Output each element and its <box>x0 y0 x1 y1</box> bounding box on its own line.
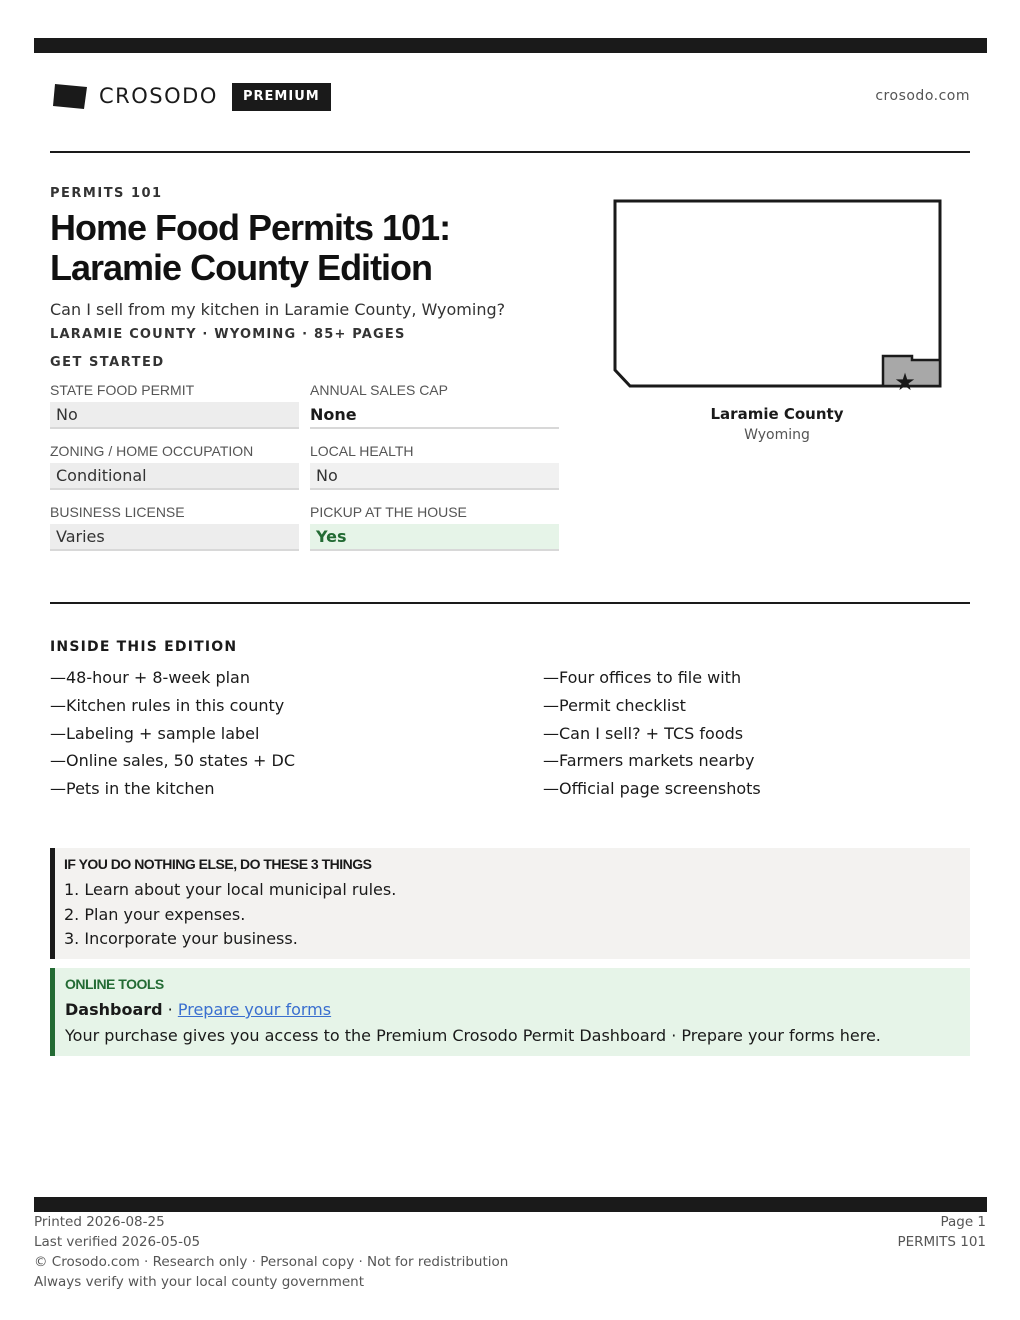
list-item: —Online sales, 50 states + DC <box>50 751 296 771</box>
page-subtitle: Can I sell from my kitchen in Laramie County, Wyoming? <box>50 300 506 319</box>
fact-label: LOCAL HEALTH <box>310 443 414 459</box>
online-tools-title: ONLINE TOOLS <box>65 976 164 992</box>
fact-value: No <box>310 463 559 490</box>
inside-edition-heading: INSIDE THIS EDITION <box>50 639 238 655</box>
copyright-notice: © Crosodo.com · Research only · Personal copy · Not for redistribution <box>34 1254 509 1270</box>
callout-item: 2. Plan your expenses. <box>64 904 246 924</box>
dashboard-label: Dashboard <box>65 1000 163 1019</box>
fact-value: None <box>310 402 559 429</box>
bottom-rule-bar <box>34 1197 987 1212</box>
fact-business-license <box>50 502 299 551</box>
footer-left <box>34 1212 508 1292</box>
header-divider <box>50 151 970 153</box>
list-item: —48-hour + 8-week plan <box>50 668 250 687</box>
three-things-callout <box>50 848 970 959</box>
footer-section: PERMITS 101 <box>897 1234 986 1250</box>
dashboard-line <box>65 1000 331 1019</box>
fact-label: STATE FOOD PERMIT <box>50 382 195 398</box>
fact-label: ANNUAL SALES CAP <box>310 382 448 398</box>
dashboard-description: Your purchase gives you access to the Premium Crosodo Permit Dashboard · Prepare your forms here. <box>65 1026 881 1045</box>
fact-pickup-at-house <box>310 502 559 551</box>
list-item: —Labeling + sample label <box>50 723 260 743</box>
top-rule-bar <box>34 38 987 53</box>
list-item: —Pets in the kitchen <box>50 779 215 799</box>
verified-date: Last verified 2026-05-05 <box>34 1234 201 1250</box>
fact-local-health <box>310 441 559 490</box>
separator: · <box>162 1000 178 1019</box>
fact-label: BUSINESS LICENSE <box>50 504 185 520</box>
fact-label: ZONING / HOME OCCUPATION <box>50 443 254 459</box>
map-county-name: Laramie County <box>710 405 844 423</box>
footer-right <box>897 1212 986 1252</box>
inside-list-left <box>50 664 295 803</box>
premium-badge: PREMIUM <box>232 83 331 111</box>
fact-state-food-permit <box>50 380 299 429</box>
callout-list <box>64 878 396 952</box>
fact-label: PICKUP AT THE HOUSE <box>310 504 467 520</box>
list-item: —Kitchen rules in this county <box>50 695 285 715</box>
section-divider <box>50 602 970 604</box>
callout-item: 1. Learn about your local municipal rules. <box>64 880 397 899</box>
fact-value: Varies <box>50 524 299 551</box>
prepare-forms-link[interactable]: Prepare your forms <box>177 1000 332 1019</box>
list-item: —Official page screenshots <box>543 779 761 799</box>
site-url[interactable]: crosodo.com <box>875 88 970 104</box>
callout-title: IF YOU DO NOTHING ELSE, DO THESE 3 THINGS <box>64 856 372 872</box>
get-started-heading: GET STARTED <box>50 355 165 370</box>
fact-value: Conditional <box>50 463 299 490</box>
fact-annual-sales-cap <box>310 380 559 429</box>
edition-meta: LARAMIE COUNTY · WYOMING · 85+ PAGES <box>50 327 406 342</box>
brand-name: CROSODO <box>99 84 218 108</box>
callout-item: 3. Incorporate your business. <box>64 929 298 948</box>
online-tools-box <box>50 968 970 1056</box>
fact-zoning <box>50 441 299 490</box>
map-state-name: Wyoming <box>744 427 810 443</box>
wyoming-logo-icon <box>53 83 87 109</box>
list-item: —Farmers markets nearby <box>543 751 755 771</box>
list-item: —Can I sell? + TCS foods <box>543 723 744 743</box>
star-marker-icon: ★ <box>894 368 916 392</box>
list-item: —Four offices to file with <box>543 668 742 687</box>
page-number: Page 1 <box>940 1214 986 1230</box>
inside-list-right <box>543 664 761 803</box>
page-title: Home Food Permits 101: Laramie County Edition <box>50 207 451 288</box>
verify-note: Always verify with your local county government <box>34 1274 364 1290</box>
list-item: —Permit checklist <box>543 695 686 715</box>
printed-date: Printed 2026-08-25 <box>34 1214 165 1230</box>
fact-value: Yes <box>310 524 559 551</box>
wyoming-county-map <box>612 198 944 392</box>
header <box>50 80 970 114</box>
fact-value: No <box>50 402 299 429</box>
section-eyebrow: PERMITS 101 <box>50 186 163 201</box>
